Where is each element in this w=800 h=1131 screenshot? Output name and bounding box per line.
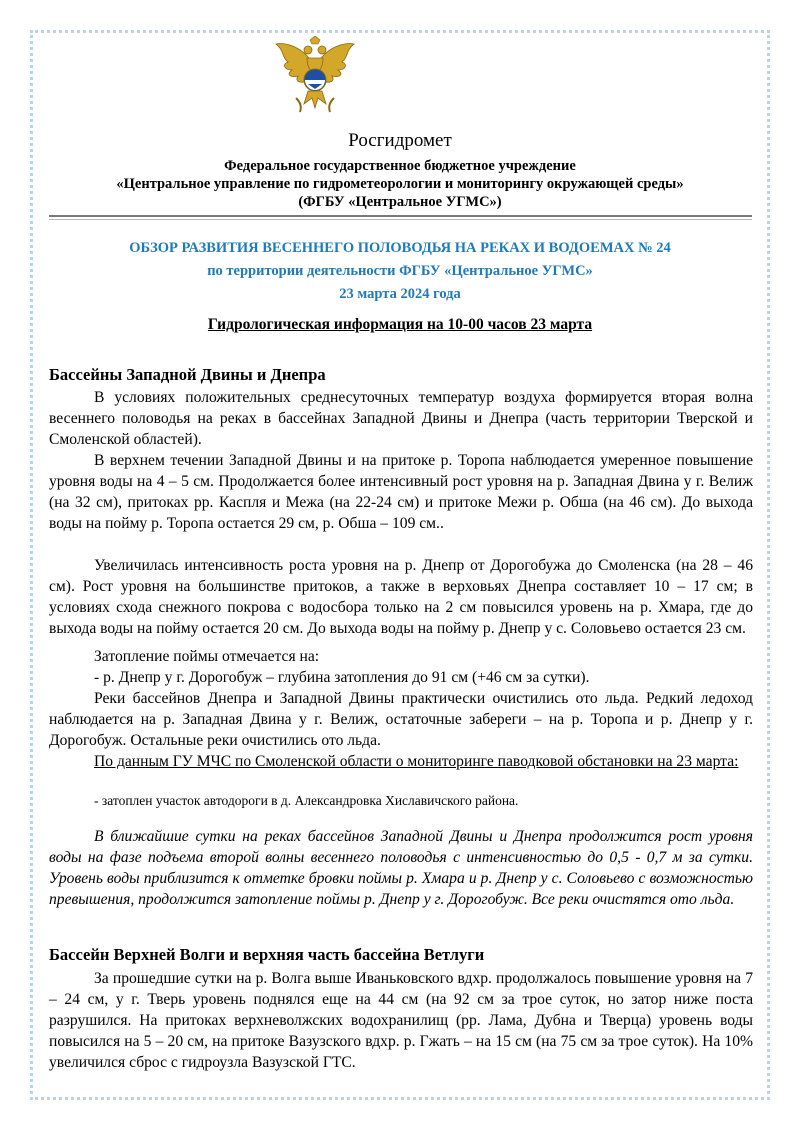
forecast-paragraph: В ближайшие сутки на реках бассейнов Западной Двины и Днепра продолжится рост уровня воды на фазе подъема второй волны весеннего половодья с интенсивностью до 0,5 - 0,7 м за сутки. Уровень воды приблизится к отметке бровки поймы р. Хмара и р. Днепр у с. Соловьево с возможностью превышения, продолжится затопление поймы р. Днепр у г. Дорогобуж. Все реки очистятся ото льда. [49,828,753,908]
paragraph: Затопление поймы отмечается на: [94,648,320,665]
report-date: 23 марта 2024 года [339,286,461,302]
org-line-1: Федеральное государственное бюджетное учреждение [224,158,576,174]
mchs-notice: По данным ГУ МЧС по Смоленской области о мониторинге паводковой обстановки на 23 марта: [94,753,739,770]
paragraph: Реки бассейнов Днепра и Западной Двины практически очистились ото льда. Редкий ледоход наблюдается на р. Западная Двина у г. Велиж, остаточные забереги – на р. Торопа и р. Днепр у г. Дорогобуж. Остальные реки очистились ото льда. [49,690,753,749]
paragraph: В условиях положительных среднесуточных температур воздуха формируется вторая волна весеннего половодья на реках в бассейнах Западной Двины и Днепра (часть территории Тверской и Смоленской областей). [49,389,753,448]
paragraph: - р. Днепр у г. Дорогобуж – глубина затопления до 91 см (+46 см за сутки). [94,669,590,686]
paragraph: Увеличилась интенсивность роста уровня на р. Днепр от Дорогобужа до Смоленска (на 28 – 46 см). Рост уровня на большинстве притоков, а также в верховьях Днепра составляет 10 – 17 см; в условиях схода снежного покрова с водосбора только на 2 см повысился уровень на р. Хмара, где до выхода воды на пойму остается 20 см. До выхода воды на пойму р. Днепр у с. Соловьево остается 23 см. [49,557,753,637]
org-name: Росгидромет [348,130,452,151]
paragraph: - затоплен участок автодороги в д. Александровка Хиславичского района. [94,793,519,808]
org-line-3: (ФГБУ «Центральное УГМС») [298,194,502,210]
header-rule-thin [49,219,752,220]
org-line-2: «Центральное управление по гидрометеорологии и мониторингу окружающей среды» [116,176,684,192]
paragraph: За прошедшие сутки на р. Волга выше Иваньковского вдхр. продолжалось повышение уровня на 7 – 24 см, у г. Тверь уровень поднялся еще на 44 см (на 92 см за трое суток, но затор ниже поста разрушился. На притоках верхневолжских водохранилищ (рр. Лама, Дубна и Тверца) уровень воды повысился на 5 – 20 см, на притоке Вазузского вдхр. р. Гжать – на 15 см (на 75 см за трое суток). На 10% увеличился сброс с гидроузла Вазузской ГТС. [49,970,753,1071]
header-rule [49,215,752,217]
section-title-dvina-dnepr: Бассейны Западной Двины и Днепра [49,365,326,384]
report-subtitle: по территории деятельности ФГБУ «Центральное УГМС» [207,263,593,279]
info-heading: Гидрологическая информация на 10-00 часов 23 марта [207,316,593,333]
paragraph: В верхнем течении Западной Двины и на притоке р. Торопа наблюдается умеренное повышение уровня воды на 4 – 5 см. Продолжается более интенсивный рост уровня на р. Западная Двина у г. Велиж (на 32 см), притоках рр. Каспля и Межа (на 22-24 см) и притоке Межи р. Обша (на 46 см). До выхода воды на пойму р. Торопа остается 29 см, р. Обша – 109 см.. [49,452,753,532]
eagle-emblem-icon [274,36,356,120]
report-title: ОБЗОР РАЗВИТИЯ ВЕСЕННЕГО ПОЛОВОДЬЯ НА РЕКАХ И ВОДОЕМАХ № 24 [129,240,671,256]
section-title-volga: Бассейн Верхней Волги и верхняя часть бассейна Ветлуги [49,945,485,964]
